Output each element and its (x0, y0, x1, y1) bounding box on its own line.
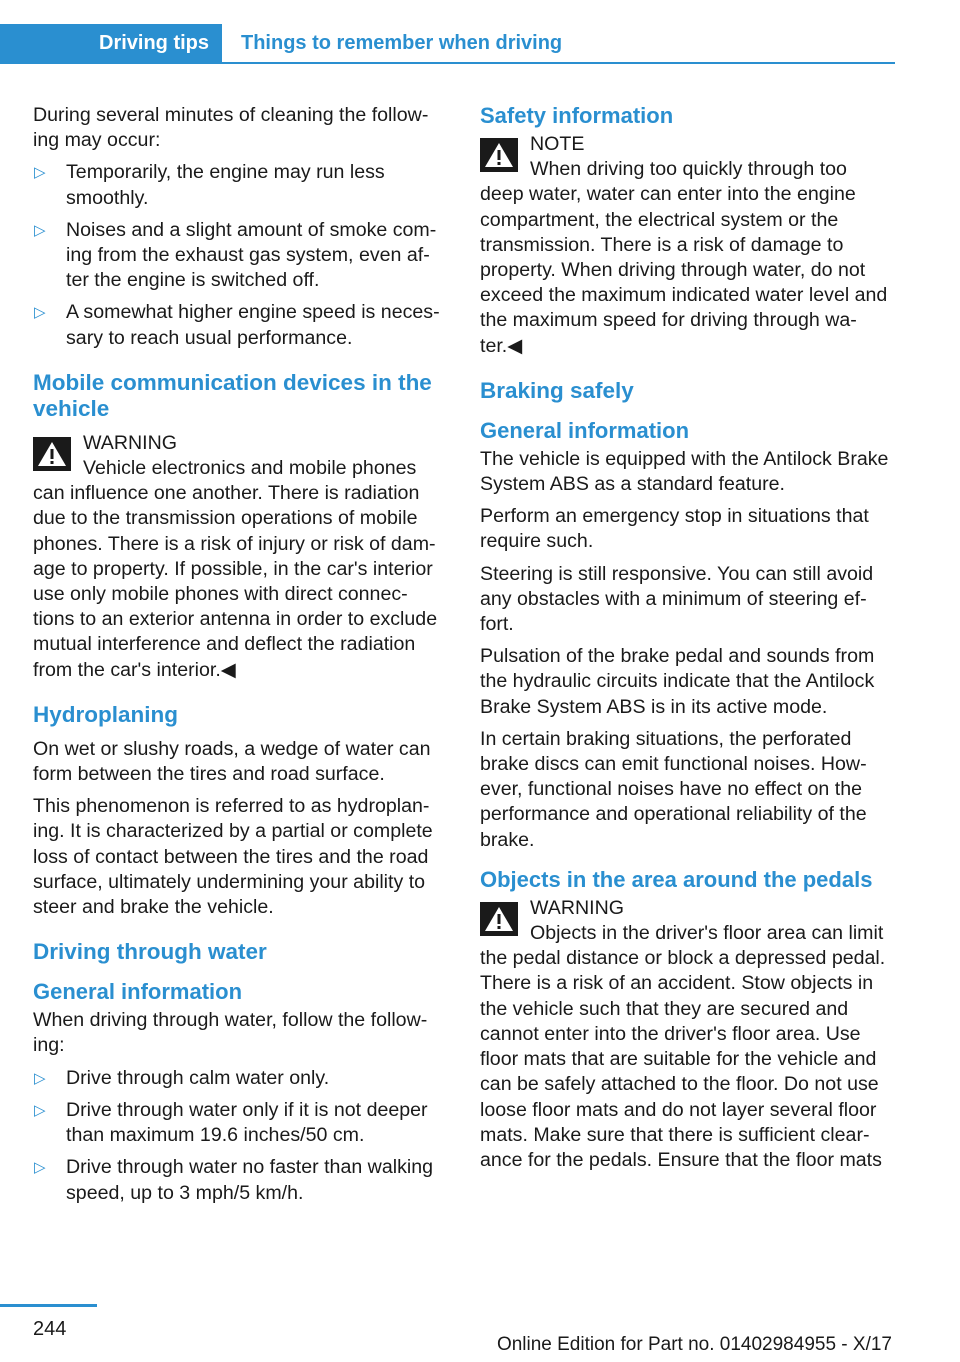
bullet-triangle-icon: ▷ (34, 304, 46, 322)
cleaning-effects-list (33, 160, 445, 350)
braking-para-3: Steering is still responsive. You can still avoid any obstacles with a minimum of steering ef-fort. (480, 562, 874, 636)
list-item: ▷ A somewhat higher engine speed is neces-sary to reach usual performance. (34, 301, 440, 349)
bullet-triangle-icon: ▷ (34, 221, 46, 239)
warning-triangle-icon (33, 437, 71, 471)
bullet-triangle-icon: ▷ (34, 1101, 46, 1119)
list-item: ▷ Temporarily, the engine may run less smoothly. (34, 161, 385, 209)
warning-text: Objects in the driver's floor area can limit the pedal distance or block a depressed pedal. There is a risk of an accident. Stow objects in the vehicle such that they are secured and cannot enter into the driver's floor area. Use floor mats that are suitable for the vehicle and can be safely attached to the floor. Do not use loose floor mats and do not layer several floor mats. Make sure that there is sufficient clear-ance for the pedals. Ensure that the floor mats (480, 922, 886, 1171)
list-item: ▷ Drive through calm water only. (33, 1066, 445, 1091)
bullet-triangle-icon: ▷ (34, 164, 46, 182)
braking-para-4: Pulsation of the brake pedal and sounds from the hydraulic circuits indicate that the Antilock Brake System ABS is in its active mode. (480, 645, 875, 718)
list-item: ▷ Drive through water no faster than walking speed, up to 3 mph/5 km/h. (34, 1156, 434, 1204)
braking-para-5: In certain braking situations, the perforated brake discs can emit functional noises. How-ever, functional noises have no effect on the performance and operational reliability of the brake. (480, 727, 867, 851)
heading-braking-safely: Braking safely (480, 377, 634, 403)
pedals-warning (480, 896, 892, 1173)
heading-hydroplaning: Hydroplaning (33, 701, 178, 727)
heading-driving-through-water: Driving through water (33, 939, 267, 965)
page-number: 244 (33, 1318, 67, 1340)
bullet-triangle-icon: ▷ (34, 1159, 46, 1177)
page-header (0, 24, 895, 64)
note-text: When driving too quickly through too deep water, water can enter into the engine compartment, the electrical system or the transmission. There is a risk of damage to property. When driving through water, do not exceed the maximum indicated water level and the maximum speed for driving through wa-ter.◀ (480, 158, 888, 357)
heading-safety-information: Safety information (480, 103, 674, 128)
warning-text: Vehicle electronics and mobile phones can influence one another. There is radiation due to the transmission operations of mobile phones. There is a risk of injury or risk of dam-age to property. If possible, in the car's interior use only mobile phones with direct connec-tions to an exterior antenna in order to exclude mutual interference and deflect the radiation from the car's interior.◀ (33, 457, 438, 681)
list-item: ▷ Drive through water only if it is not deeper than maximum 19.6 inches/50 cm. (34, 1098, 428, 1147)
hydroplaning-para-1: On wet or slushy roads, a wedge of water can form between the tires and road surface. (33, 737, 431, 786)
heading-objects-around-pedals: Objects in the area around the pedals (480, 866, 873, 892)
edition-label: Online Edition for Part no. 01402984955 - X/17 (496, 1334, 892, 1355)
braking-para-2: Perform an emergency stop in situations that require such. (480, 505, 869, 553)
hydroplaning-para-2: This phenomenon is referred to as hydroplan-ing. It is characterized by a partial or complete loss of contact between the tires and the road surface, ultimately undermining your ability to steer and brake the vehicle. (33, 795, 433, 919)
header-tab-things-to-remember[interactable]: Things to remember when driving (241, 32, 563, 54)
cleaning-intro: During several minutes of cleaning the follow-ing may occur: (33, 104, 429, 152)
bullet-triangle-icon: ▷ (34, 1069, 46, 1087)
water-rules-list (33, 1066, 445, 1206)
heading-mobile-devices: Mobile communication devices in the vehicle (33, 369, 432, 421)
water-intro: When driving through water, follow the follow-ing: (33, 1009, 428, 1057)
footer-rule (0, 1304, 97, 1307)
left-column (33, 101, 445, 1213)
warning-label: WARNING (83, 431, 177, 454)
braking-para-1: The vehicle is equipped with the Antilock Brake System ABS as a standard feature. (480, 447, 889, 496)
subheading-general-information: General information (480, 417, 690, 443)
mobile-warning (33, 431, 445, 683)
warning-label: WARNING (530, 896, 624, 919)
right-column (480, 101, 892, 1180)
header-tab-driving-tips[interactable]: Driving tips (0, 24, 222, 62)
warning-triangle-icon (480, 138, 518, 172)
note-block (480, 132, 892, 359)
subheading-general-information: General information (33, 979, 243, 1005)
warning-triangle-icon (480, 902, 518, 936)
list-item: ▷ Noises and a slight amount of smoke com-ing from the exhaust gas system, even af-ter the engine is switched off. (34, 218, 437, 292)
note-label: NOTE (530, 133, 585, 155)
